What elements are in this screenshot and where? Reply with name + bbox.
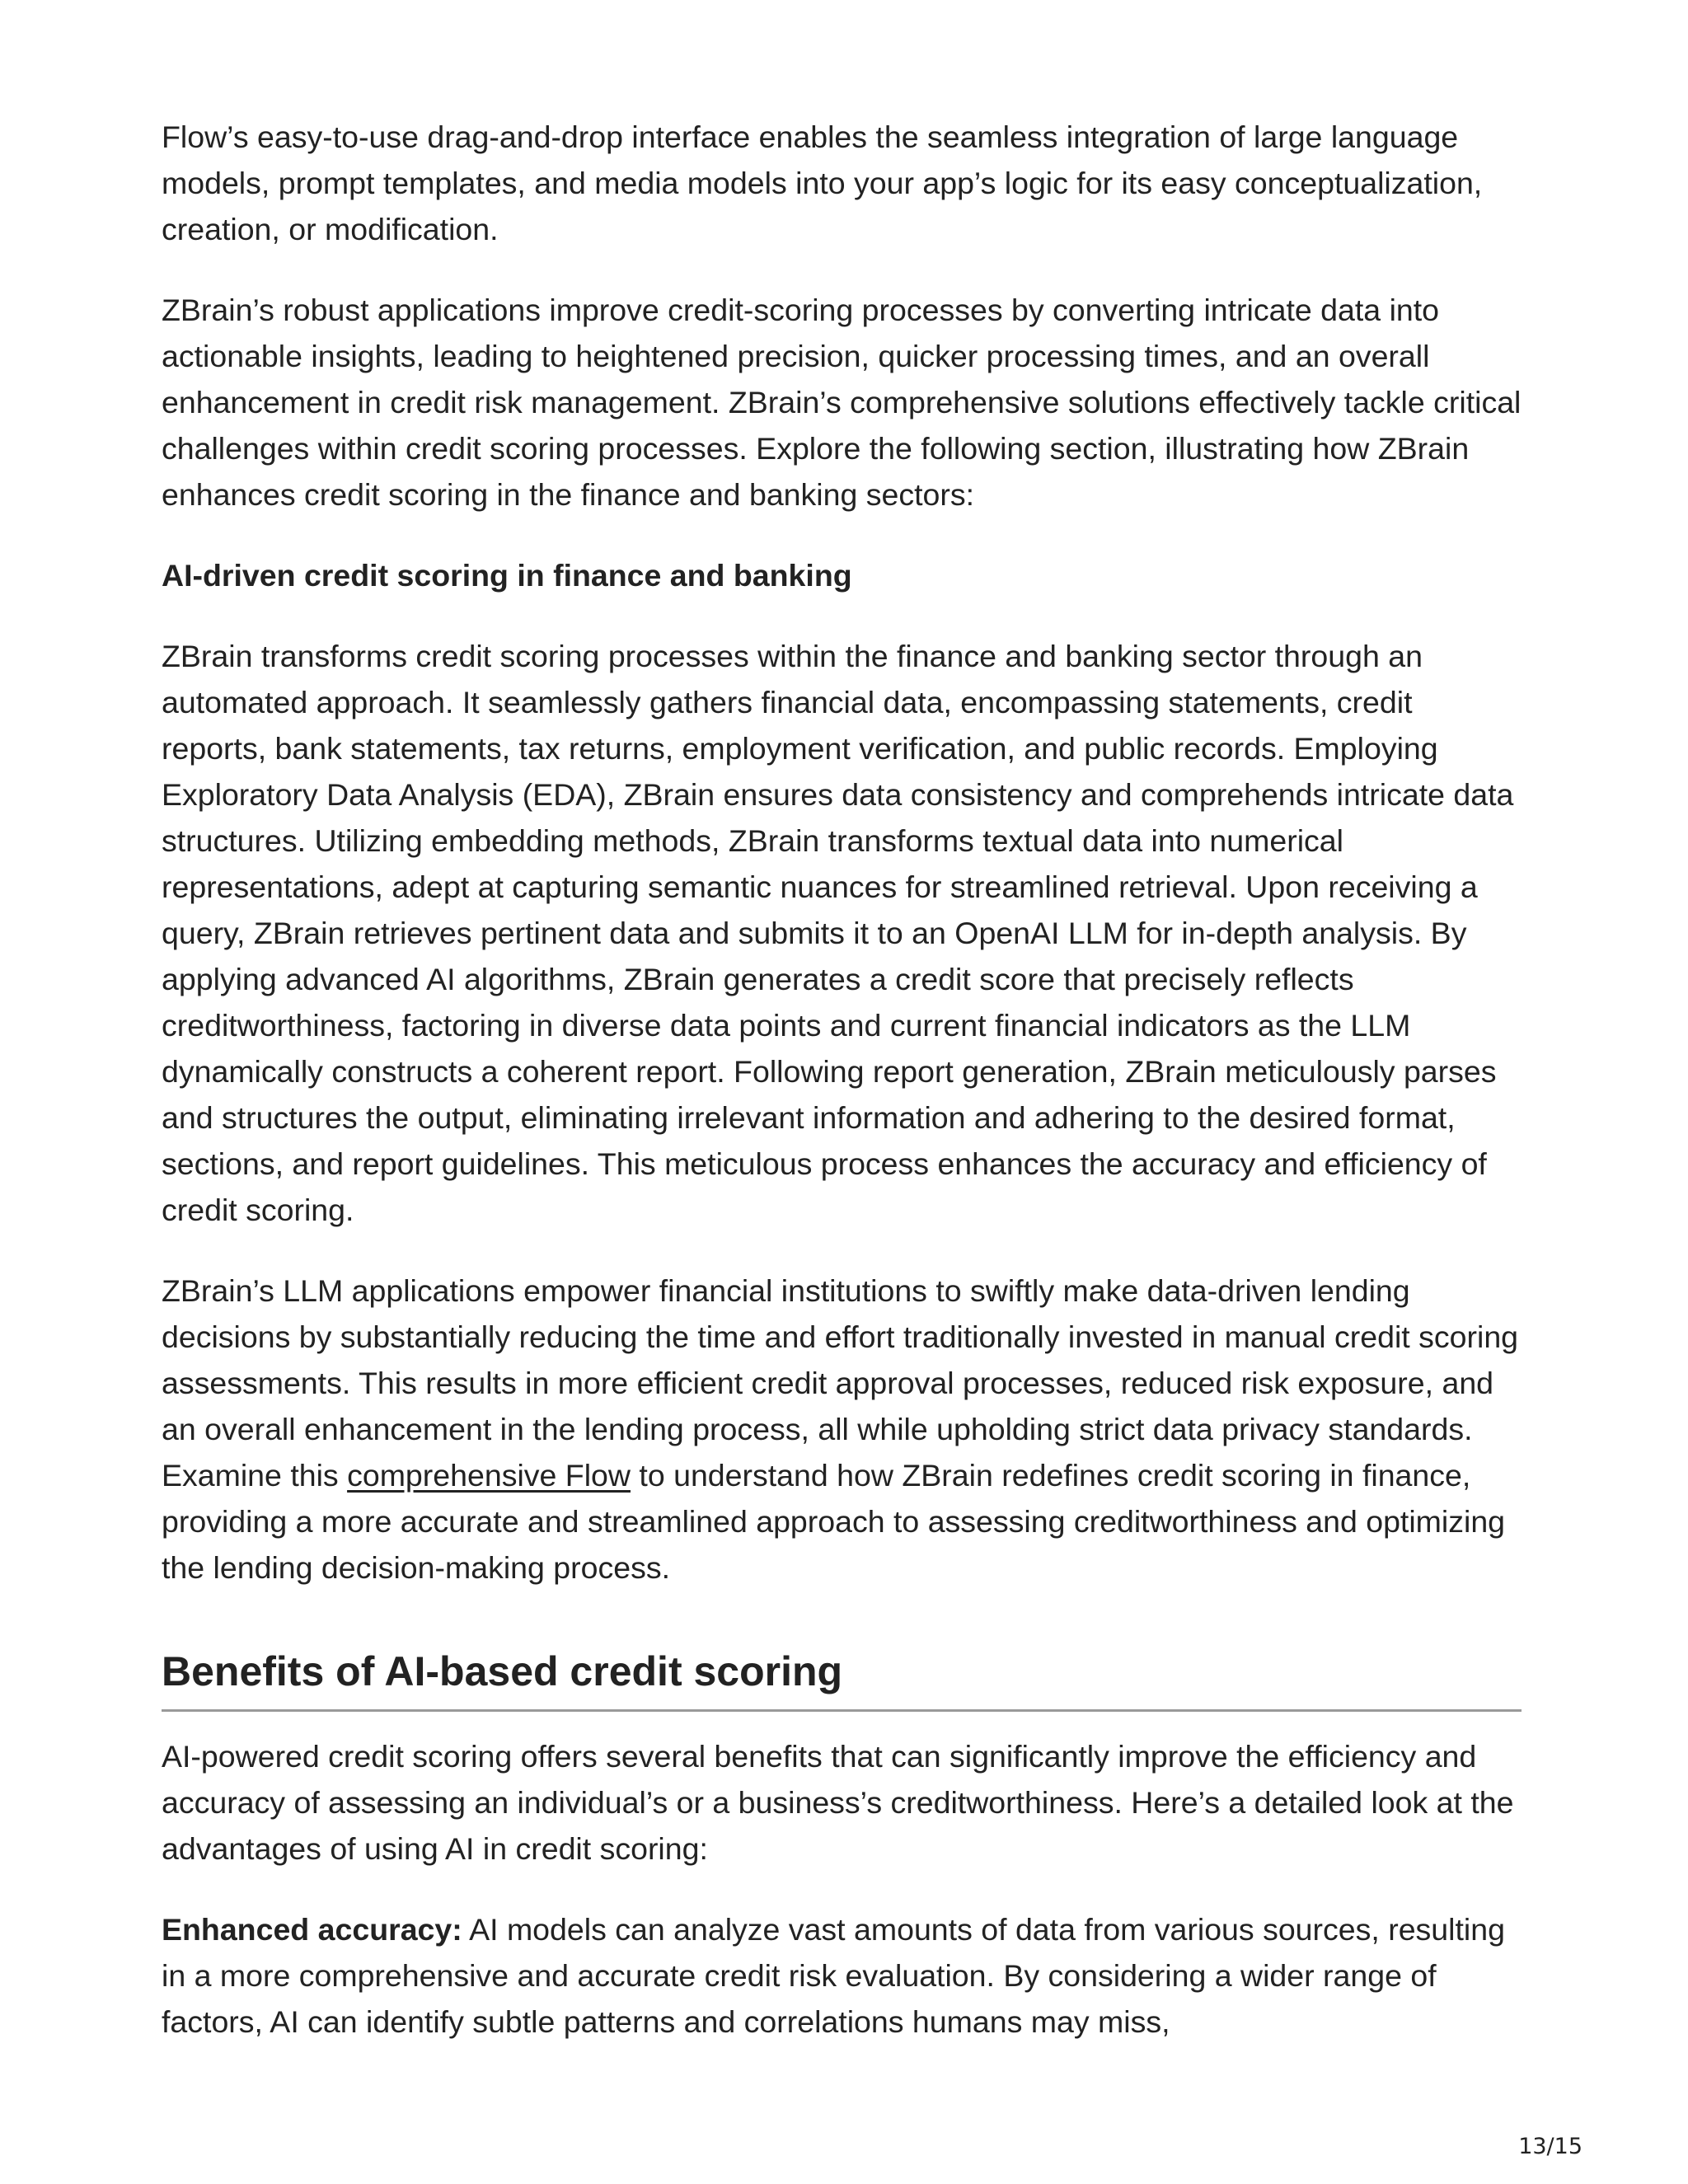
paragraph-text-after-link: to understand how ZBrain redefines credit scoring in finance, providing a more accurate and streamlined approach to assessing creditworthiness and optimizing the lending decision-making process. bbox=[162, 1458, 1506, 1585]
paragraph-zbrain-applications: ZBrain’s robust applications improve credit-scoring processes by converting intricate data into actionable insights, leading to heightened precision, quicker processing times, and an overall enhancement in credit risk management. ZBrain’s comprehensive solutions effectively tackle critical challenges within credit scoring processes. Explore the following section, illustrating how ZBrain enhances credit scoring in the finance and banking sectors: bbox=[162, 293, 1522, 512]
page-number: 13/15 bbox=[1518, 2134, 1582, 2159]
document-page bbox=[162, 114, 1522, 2079]
enhanced-accuracy-label: Enhanced accuracy: bbox=[162, 1912, 462, 1947]
subheading-ai-driven-credit-scoring: AI-driven credit scoring in finance and banking bbox=[162, 558, 852, 593]
section-divider bbox=[162, 1709, 1522, 1712]
paragraph-flow-interface: Flow’s easy-to-use drag-and-drop interface enables the seamless integration of large language models, prompt templates, and media models into your app’s logic for its easy conceptualization, creation, or modification. bbox=[162, 120, 1483, 246]
comprehensive-flow-link[interactable]: comprehensive Flow bbox=[347, 1458, 631, 1493]
enhanced-accuracy-text: AI models can analyze vast amounts of data from various sources, resulting in a more comprehensive and accurate credit risk evaluation. By considering a wider range of factors, AI can identify subtle patterns and correlations humans may miss, bbox=[162, 1912, 1505, 2039]
paragraph-text-before-link: ZBrain’s LLM applications empower financial institutions to swiftly make data-driven lending decisions by substantially reducing the time and effort traditionally invested in manual credit scoring assessments. This results in more efficient credit approval processes, reduced risk exposure, and an overall enhancement in the lending process, all while upholding strict data privacy standards. Examine this bbox=[162, 1273, 1519, 1493]
paragraph-enhanced-accuracy bbox=[162, 1906, 1522, 2045]
paragraph-zbrain-process: ZBrain transforms credit scoring processes within the finance and banking sector through an automated approach. It seamlessly gathers financial data, encompassing statements, credit reports, bank statements, tax returns, employment verification, and public records. Employing Exploratory Data Analysis (EDA), ZBrain ensures data consistency and comprehends intricate data structures. Utilizing embedding methods, ZBrain transforms textual data into numerical representations, adept at capturing semantic nuances for streamlined retrieval. Upon receiving a query, ZBrain retrieves pertinent data and submits it to an OpenAI LLM for in-depth analysis. By applying advanced AI algorithms, ZBrain generates a credit score that precisely reflects creditworthiness, factoring in diverse data points and current financial indicators as the LLM dynamically constructs a coherent report. Following report generation, ZBrain meticulously parses and structures the output, eliminating irrelevant information and adhering to the desired format, sections, and report guidelines. This meticulous process enhances the accuracy and efficiency of credit scoring. bbox=[162, 639, 1514, 1227]
paragraph-benefits-intro: AI-powered credit scoring offers several benefits that can significantly improve the efficiency and accuracy of assessing an individual’s or a business’s creditworthiness. Here’s a detailed look at the advantages of using AI in credit scoring: bbox=[162, 1739, 1514, 1866]
section-heading-benefits: Benefits of AI-based credit scoring bbox=[162, 1648, 843, 1694]
paragraph-llm-applications bbox=[162, 1268, 1522, 1591]
